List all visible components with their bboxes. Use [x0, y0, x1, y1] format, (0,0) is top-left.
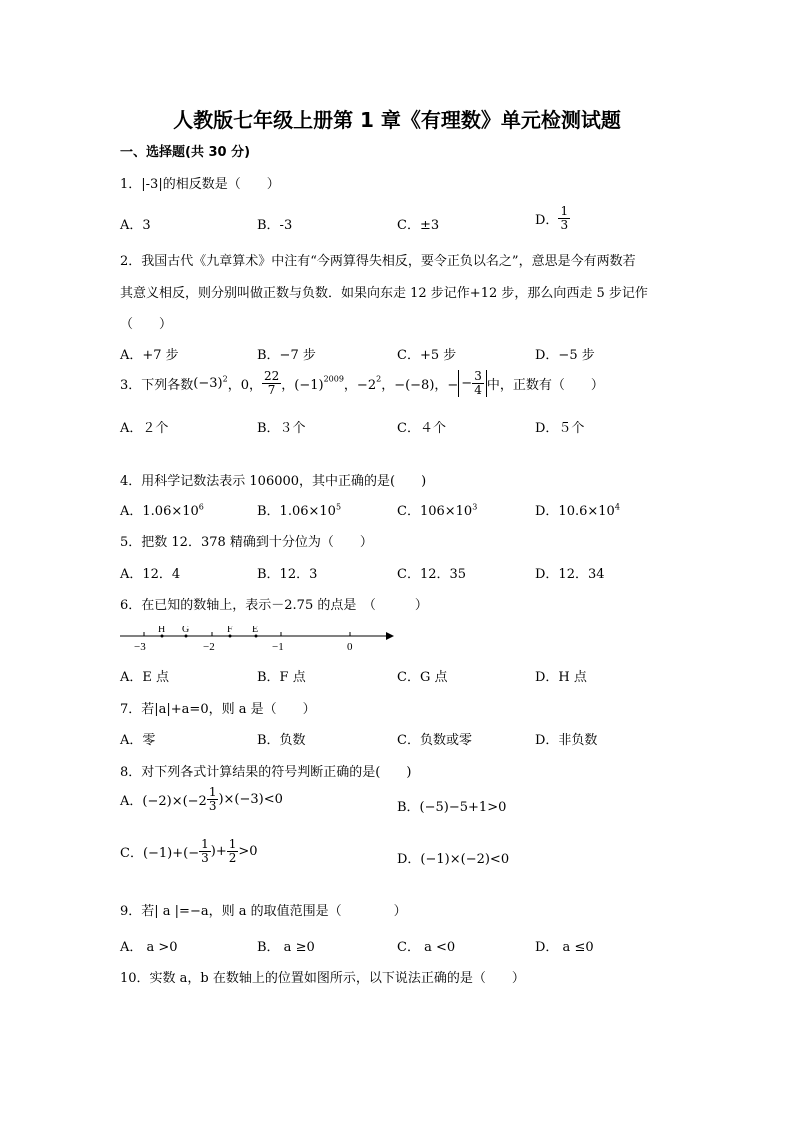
- q7-option-d: D．非负数: [535, 733, 598, 748]
- q4-option-a: A．$1.06\times 10^6$: [120, 502, 204, 519]
- point-label-e: E: [252, 626, 259, 635]
- question-2-line-2: 其意义相反，则分别叫做正数与负数．如果向东走 12 步记作+12 步，那么向西走 5 步记作: [120, 286, 648, 301]
- q2-option-c: C．+5 步: [397, 348, 457, 363]
- q5-option-c: C．12．35: [397, 567, 467, 582]
- q1-option-b: B．-3: [257, 218, 293, 233]
- page-title: 人教版七年级上册第 1 章《有理数》单元检测试题: [173, 108, 621, 132]
- question-2-line-3: （ ）: [120, 317, 173, 332]
- q5-option-b: B．12．3: [257, 567, 318, 582]
- question-8: 8．对下列各式计算结果的符号判断正确的是( ): [120, 765, 412, 780]
- q7-option-b: B．负数: [257, 733, 306, 748]
- q6-option-d: D．H 点: [535, 670, 587, 685]
- q8-option-b: B．(−5)−5+1>0: [397, 800, 507, 815]
- q9-option-a: A． a >0: [120, 940, 178, 955]
- q5-option-d: D．12．34: [535, 567, 605, 582]
- q2-option-d: D．−5 步: [535, 348, 595, 363]
- point-label-h: H: [158, 626, 166, 635]
- q9-option-b: B． a ≥0: [257, 940, 315, 955]
- point-label-g: G: [182, 626, 190, 635]
- q1-option-a: A．3: [120, 218, 151, 233]
- q6-option-b: B．F 点: [257, 670, 306, 685]
- question-1: 1．|-3|的相反数是（ ）: [120, 177, 280, 192]
- q4-option-b: B．$1.06\times 10^5$: [257, 502, 342, 519]
- tick-label: 0: [347, 641, 353, 653]
- q7-option-a: A．零: [120, 733, 156, 748]
- question-9: 9．若| a |=−a，则 a 的取值范围是（ ）: [120, 904, 407, 919]
- q6-option-a: A．E 点: [120, 670, 170, 685]
- question-5: 5．把数 12．378 精确到十分位为（ ）: [120, 535, 373, 550]
- tick-label: −3: [134, 641, 146, 653]
- question-7: 7．若|a|+a=0，则 a 是（ ）: [120, 702, 316, 717]
- q4-option-c: C．$106\times 10^3$: [397, 502, 478, 519]
- q3-option-a: A．２个: [120, 421, 169, 436]
- q9-option-d: D． a ≤0: [535, 940, 594, 955]
- question-4: 4．用科学记数法表示 106000，其中正确的是( ): [120, 474, 427, 489]
- q8-option-a: A．(−2)×(−2 $\frac{1}{3}$ )×(−3)<0: [120, 785, 283, 813]
- question-3: 3．下列各数$(-3)^2$，0， $\frac{22}{7}$ ，$(-1)^{2009}$，$-2^2$，−(−8)，− − $\frac{3}{4}$ 中，正数有（ ）: [120, 369, 604, 397]
- number-line: [120, 626, 400, 656]
- question-10: 10．实数 a，b 在数轴上的位置如图所示，以下说法正确的是（ ）: [120, 971, 525, 986]
- section-heading: 一、选择题(共 30 分): [120, 145, 251, 160]
- q3-option-c: C．４个: [397, 421, 446, 436]
- q4-option-d: D．$10.6\times 10^4$: [535, 502, 620, 519]
- q5-option-a: A．12．4: [120, 567, 181, 582]
- q9-option-c: C． a <0: [397, 940, 456, 955]
- q2-option-a: A．+7 步: [120, 348, 179, 363]
- q2-option-b: B．−7 步: [257, 348, 316, 363]
- absolute-value: − $\frac{3}{4}$: [458, 370, 487, 397]
- tick-label: −2: [203, 641, 215, 653]
- question-2-line-1: 2．我国古代《九章算术》中注有“今两算得失相反，要令正负以名之”，意思是今有两数若: [120, 254, 636, 269]
- fraction: $\frac{22}{7}$: [263, 369, 280, 397]
- q3-option-b: B．３个: [257, 421, 306, 436]
- point-label-f: F: [227, 626, 233, 635]
- fraction: $\frac{1}{3}$: [560, 204, 569, 232]
- q8-option-d: D．(−1)×(−2)<0: [397, 852, 510, 867]
- q6-option-c: C．G 点: [397, 670, 448, 685]
- tick-label: −1: [272, 641, 284, 653]
- q3-option-d: D．５个: [535, 421, 585, 436]
- question-6: 6．在已知的数轴上，表示－2.75 的点是 （ ）: [120, 598, 428, 613]
- q1-option-c: C．±3: [397, 218, 440, 233]
- q1-option-d: D． $\frac{1}{3}$: [535, 204, 569, 232]
- q8-option-c: C．(−1)+(− $\frac{1}{3}$ )+ $\frac{1}{2}$ >0: [120, 837, 258, 865]
- q7-option-c: C．负数或零: [397, 733, 472, 748]
